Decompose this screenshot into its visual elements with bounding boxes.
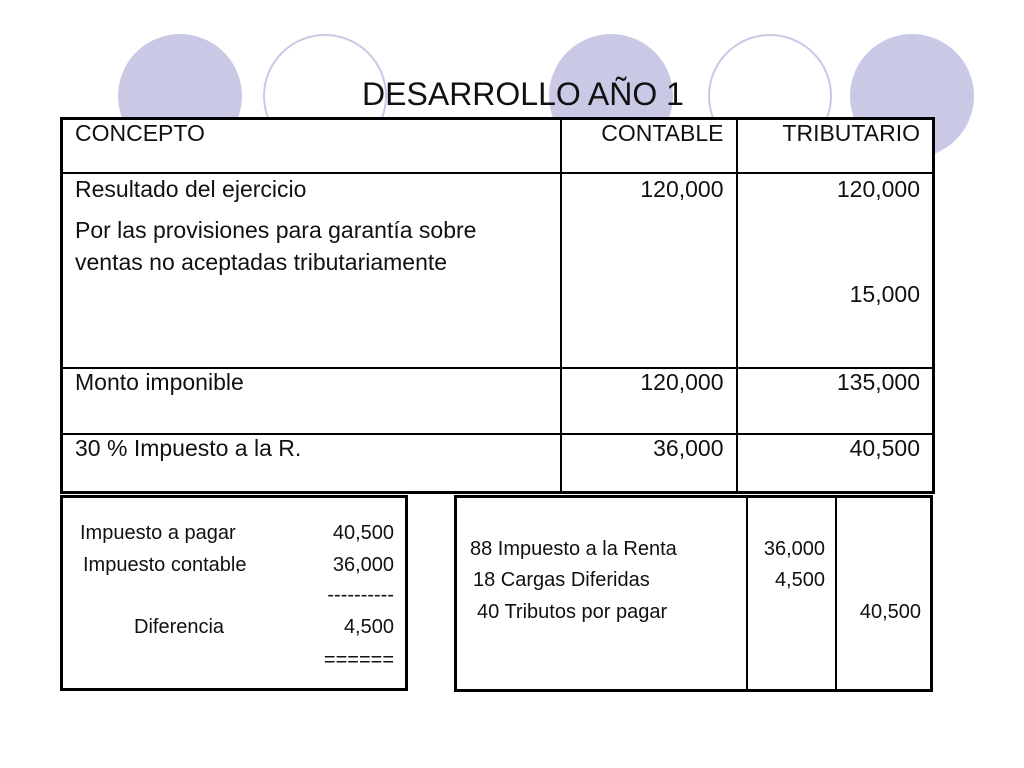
journal-debit: 4,500 bbox=[774, 569, 825, 591]
summary-label: Diferencia bbox=[134, 616, 225, 638]
concept-line: Por las provisiones para garantía sobre ventas no aceptadas tributariamente bbox=[75, 217, 477, 275]
contable-value: 120,000 bbox=[561, 368, 737, 434]
journal-account: 18 Cargas Diferidas bbox=[473, 569, 650, 591]
contable-value bbox=[561, 173, 737, 368]
slide-title: DESARROLLO AÑO 1 bbox=[362, 76, 684, 112]
tax-table bbox=[60, 117, 935, 494]
summary-value: 36,000 bbox=[332, 554, 394, 576]
summary-value: 4,500 bbox=[343, 616, 394, 638]
summary-separator: ====== bbox=[323, 649, 394, 671]
journal-account: 40 Tributos por pagar bbox=[477, 601, 668, 623]
journal-debit: 36,000 bbox=[763, 538, 825, 560]
table-row bbox=[62, 368, 934, 434]
column-divider bbox=[746, 498, 748, 689]
tributario-value-text: 120,000 bbox=[836, 176, 920, 202]
spacer bbox=[750, 204, 921, 279]
journal-entry-box bbox=[454, 495, 933, 692]
table-row bbox=[62, 173, 934, 368]
header-contable: CONTABLE bbox=[561, 119, 737, 174]
tributario-value: 135,000 bbox=[737, 368, 934, 434]
concept-line: Resultado del ejercicio bbox=[75, 176, 307, 202]
summary-separator: ---------- bbox=[327, 584, 394, 606]
contable-value-text: 120,000 bbox=[640, 176, 724, 202]
column-divider bbox=[835, 498, 837, 689]
concept-cell: Monto imponible bbox=[62, 368, 561, 434]
journal-credit: 40,500 bbox=[859, 601, 921, 623]
difference-summary-box bbox=[60, 495, 408, 691]
journal-account: 88 Impuesto a la Renta bbox=[470, 538, 677, 560]
summary-label: Impuesto a pagar bbox=[80, 522, 236, 544]
concept-cell bbox=[62, 173, 561, 368]
summary-label: Impuesto contable bbox=[83, 554, 247, 576]
contable-value: 36,000 bbox=[561, 434, 737, 493]
header-tributario: TRIBUTARIO bbox=[737, 119, 934, 174]
header-concepto: CONCEPTO bbox=[62, 119, 561, 174]
tributario-value: 40,500 bbox=[737, 434, 934, 493]
concept-cell: 30 % Impuesto a la R. bbox=[62, 434, 561, 493]
summary-value: 40,500 bbox=[332, 522, 394, 544]
table-row bbox=[62, 434, 934, 493]
tributario-value-text: 15,000 bbox=[849, 281, 920, 307]
tributario-value bbox=[737, 173, 934, 368]
table-header-row bbox=[62, 119, 934, 174]
